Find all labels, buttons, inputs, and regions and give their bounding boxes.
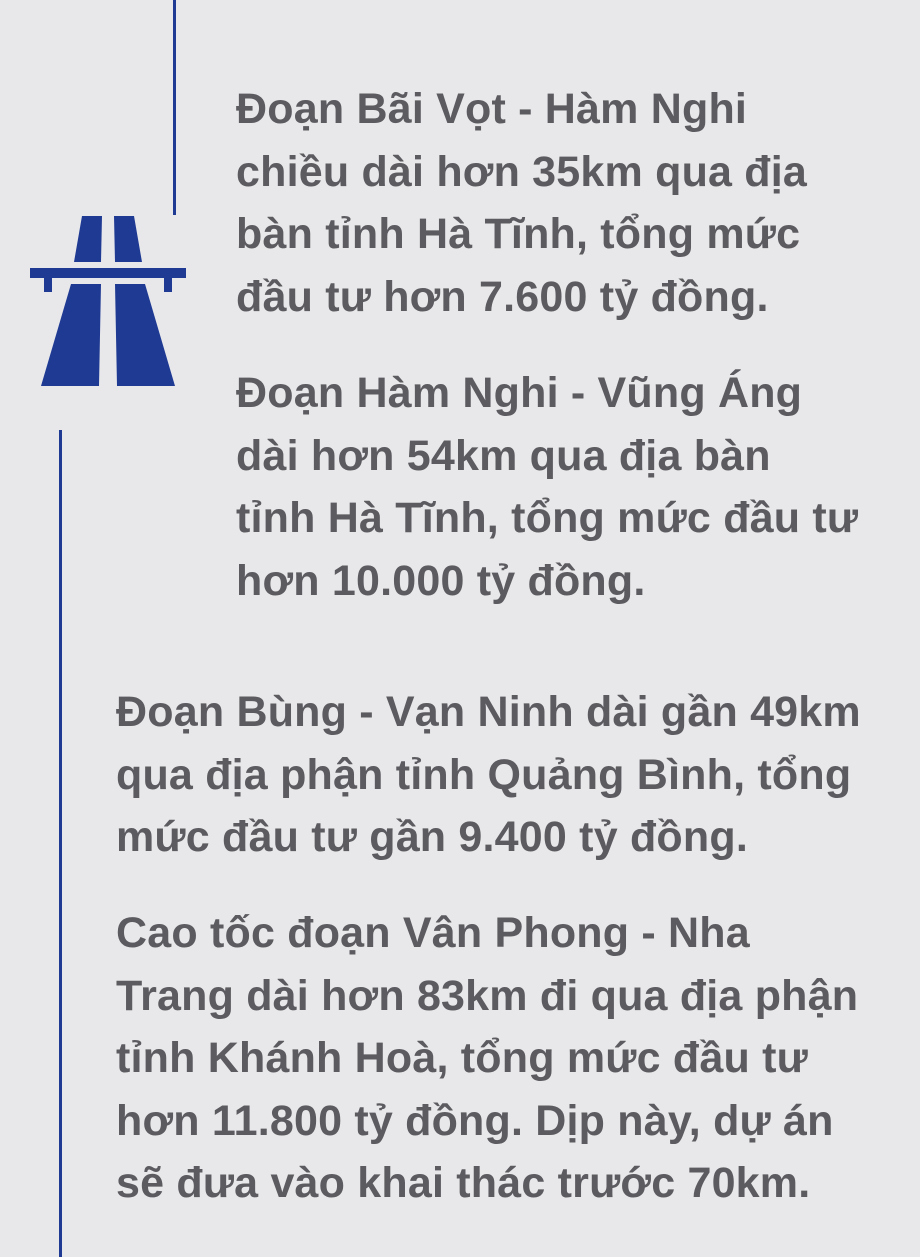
highway-icon (28, 212, 188, 388)
paragraph-bung-van-ninh (116, 681, 861, 869)
text-line: đầu tư hơn 7.600 tỷ đồng. (236, 272, 769, 321)
text-line: Đoạn Bãi Vọt - Hàm Nghi (236, 85, 748, 133)
text-line: sẽ đưa vào khai thác trước 70km. (116, 1159, 811, 1207)
text-line: hơn 10.000 tỷ đồng. (236, 556, 646, 605)
paragraph-ham-nghi-vung-ang (236, 362, 858, 612)
text-line: tỉnh Hà Tĩnh, tổng mức đầu tư (236, 494, 859, 542)
divider-line-top (173, 0, 176, 215)
text-line: hơn 11.800 tỷ đồng. Dịp này, dự án (116, 1096, 834, 1145)
paragraph-van-phong-nha-trang (116, 902, 858, 1215)
text-line: Đoạn Hàm Nghi - Vũng Áng (236, 369, 803, 417)
text-line: tỉnh Khánh Hoà, tổng mức đầu tư (116, 1034, 808, 1082)
text-line: qua địa phận tỉnh Quảng Bình, tổng (116, 750, 852, 799)
text-line: mức đầu tư gần 9.400 tỷ đồng. (116, 813, 748, 861)
divider-line-bottom (59, 430, 62, 1257)
paragraph-bai-vot-ham-nghi (236, 78, 807, 328)
text-line: Cao tốc đoạn Vân Phong - Nha (116, 909, 750, 957)
text-line: dài hơn 54km qua địa bàn (236, 431, 771, 480)
text-line: chiều dài hơn 35km qua địa (236, 147, 808, 196)
text-line: Đoạn Bùng - Vạn Ninh dài gần 49km (116, 688, 861, 736)
text-line: bàn tỉnh Hà Tĩnh, tổng mức (236, 210, 801, 258)
text-line: Trang dài hơn 83km đi qua địa phận (116, 971, 859, 1020)
